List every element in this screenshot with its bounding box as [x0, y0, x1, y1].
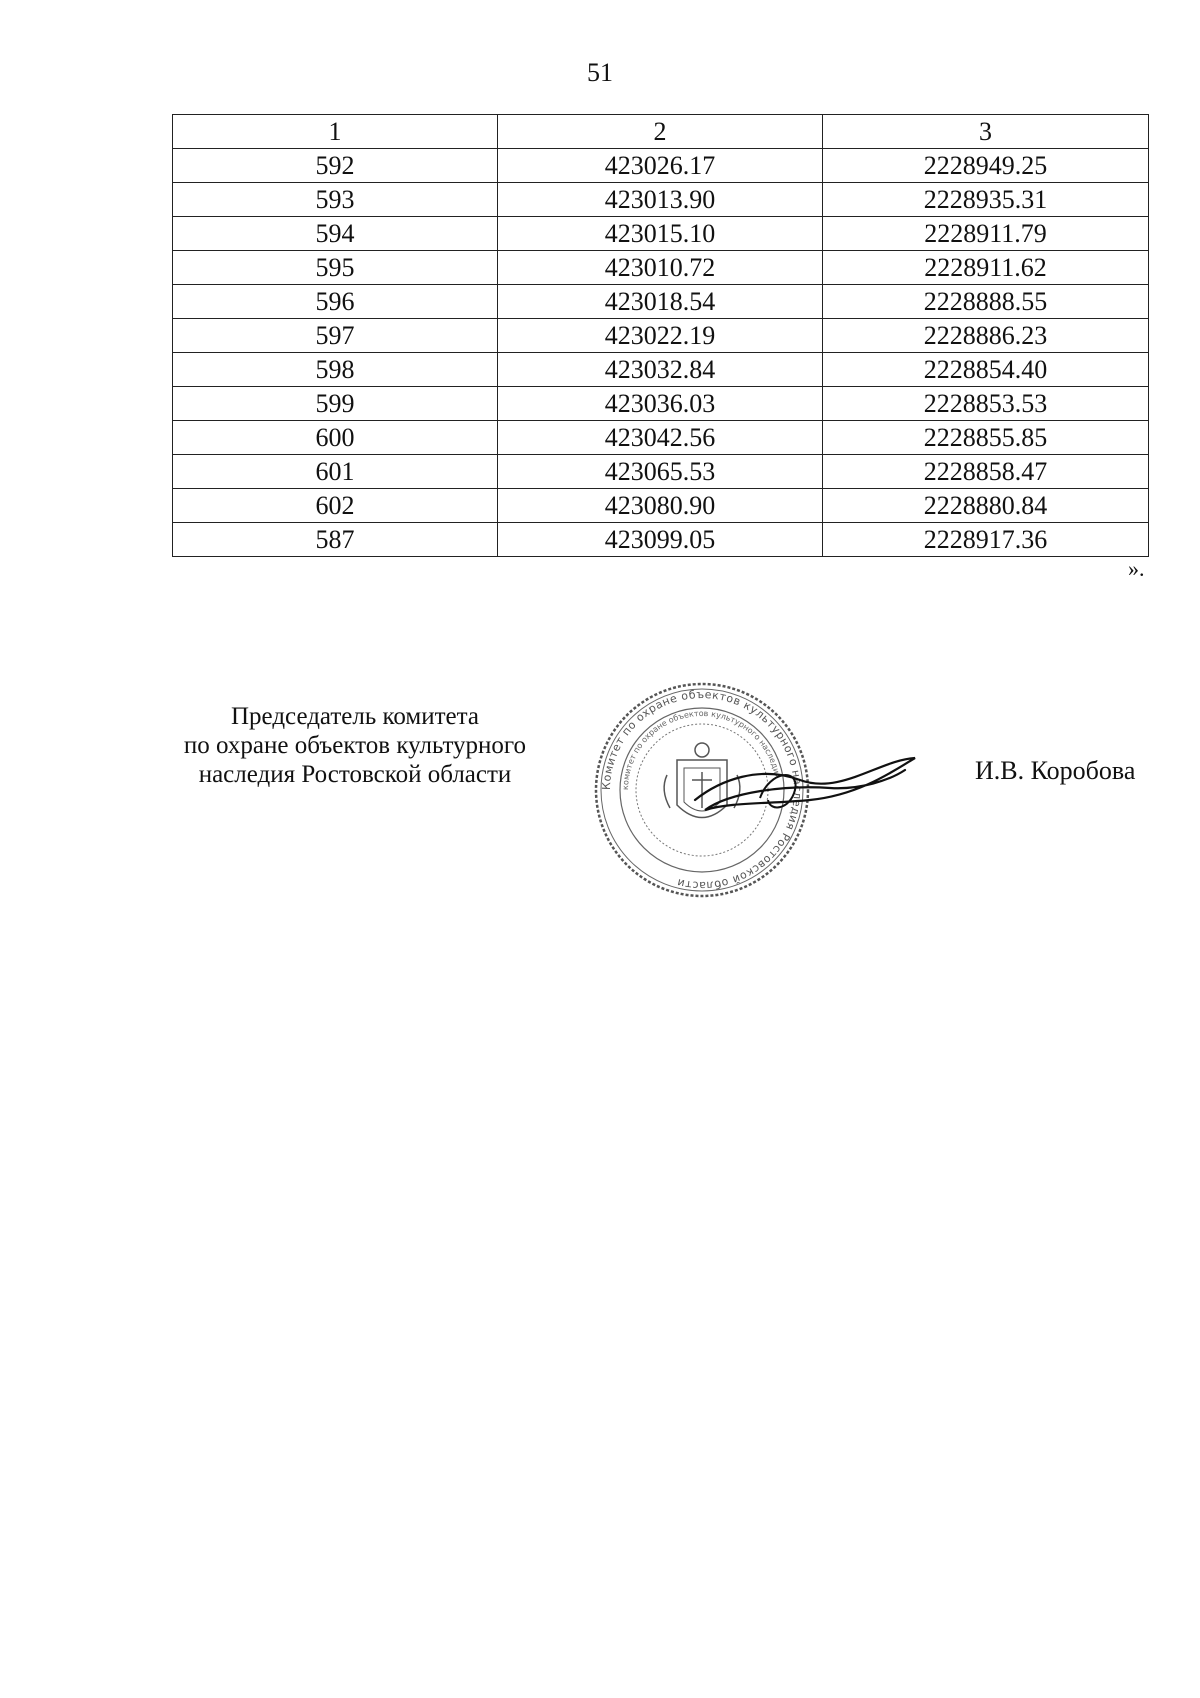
- table-cell: 2228886.23: [823, 319, 1149, 353]
- table-cell: 423065.53: [498, 455, 823, 489]
- table-cell: 2228888.55: [823, 285, 1149, 319]
- table-row: [173, 523, 1149, 557]
- page-number: 51: [587, 58, 613, 87]
- table-cell: 2228949.25: [823, 149, 1149, 183]
- coordinates-table-body: [173, 115, 1149, 557]
- table-row: [173, 319, 1149, 353]
- table-row: [173, 285, 1149, 319]
- table-cell: 423022.19: [498, 319, 823, 353]
- handwritten-signature: [690, 740, 920, 830]
- table-cell: 423026.17: [498, 149, 823, 183]
- table-row: [173, 489, 1149, 523]
- table-cell: 423099.05: [498, 523, 823, 557]
- table-cell: 595: [173, 251, 498, 285]
- coordinates-table: [172, 114, 1149, 557]
- table-cell: 594: [173, 217, 498, 251]
- signatory-title-line: наследия Ростовской области: [198, 761, 512, 788]
- table-row: [173, 149, 1149, 183]
- table-cell: 423042.56: [498, 421, 823, 455]
- table-cell: 2228911.79: [823, 217, 1149, 251]
- table-cell: 2228855.85: [823, 421, 1149, 455]
- table-header-row: [173, 115, 1149, 149]
- table-cell: 2228917.36: [823, 523, 1149, 557]
- table-row: [173, 183, 1149, 217]
- table-row: [173, 353, 1149, 387]
- table-row: [173, 217, 1149, 251]
- table-cell: 587: [173, 523, 498, 557]
- table-cell: 2228911.62: [823, 251, 1149, 285]
- table-cell: 593: [173, 183, 498, 217]
- table-header-cell: 2: [498, 115, 823, 149]
- table-cell: 601: [173, 455, 498, 489]
- table-cell: 423010.72: [498, 251, 823, 285]
- table-cell: 599: [173, 387, 498, 421]
- table-header-cell: 3: [823, 115, 1149, 149]
- table-cell: 423080.90: [498, 489, 823, 523]
- closing-quote: ».: [1128, 556, 1145, 581]
- table-row: [173, 455, 1149, 489]
- table-cell: 2228880.84: [823, 489, 1149, 523]
- table-cell: 423032.84: [498, 353, 823, 387]
- table-cell: 2228858.47: [823, 455, 1149, 489]
- table-row: [173, 251, 1149, 285]
- signatory-title-line: по охране объектов культурного: [183, 732, 527, 759]
- table-cell: 423036.03: [498, 387, 823, 421]
- table-cell: 2228853.53: [823, 387, 1149, 421]
- signer-name: И.В. Коробова: [975, 756, 1136, 785]
- table-row: [173, 421, 1149, 455]
- seal-inner-text: комитет по охране объектов культурного наследия: [620, 708, 783, 791]
- table-header-cell: 1: [173, 115, 498, 149]
- table-cell: 423013.90: [498, 183, 823, 217]
- table-cell: 423018.54: [498, 285, 823, 319]
- table-cell: 596: [173, 285, 498, 319]
- table-cell: 2228854.40: [823, 353, 1149, 387]
- table-cell: 602: [173, 489, 498, 523]
- table-cell: 423015.10: [498, 217, 823, 251]
- seal-outer-text: Комитет по охране объектов культурного наследия Ростовской области: [599, 687, 805, 893]
- table-cell: 597: [173, 319, 498, 353]
- signatory-title: [150, 702, 560, 789]
- table-cell: 598: [173, 353, 498, 387]
- signatory-title-line: Председатель комитета: [231, 703, 479, 730]
- table-cell: 2228935.31: [823, 183, 1149, 217]
- table-cell: 600: [173, 421, 498, 455]
- table-cell: 592: [173, 149, 498, 183]
- table-row: [173, 387, 1149, 421]
